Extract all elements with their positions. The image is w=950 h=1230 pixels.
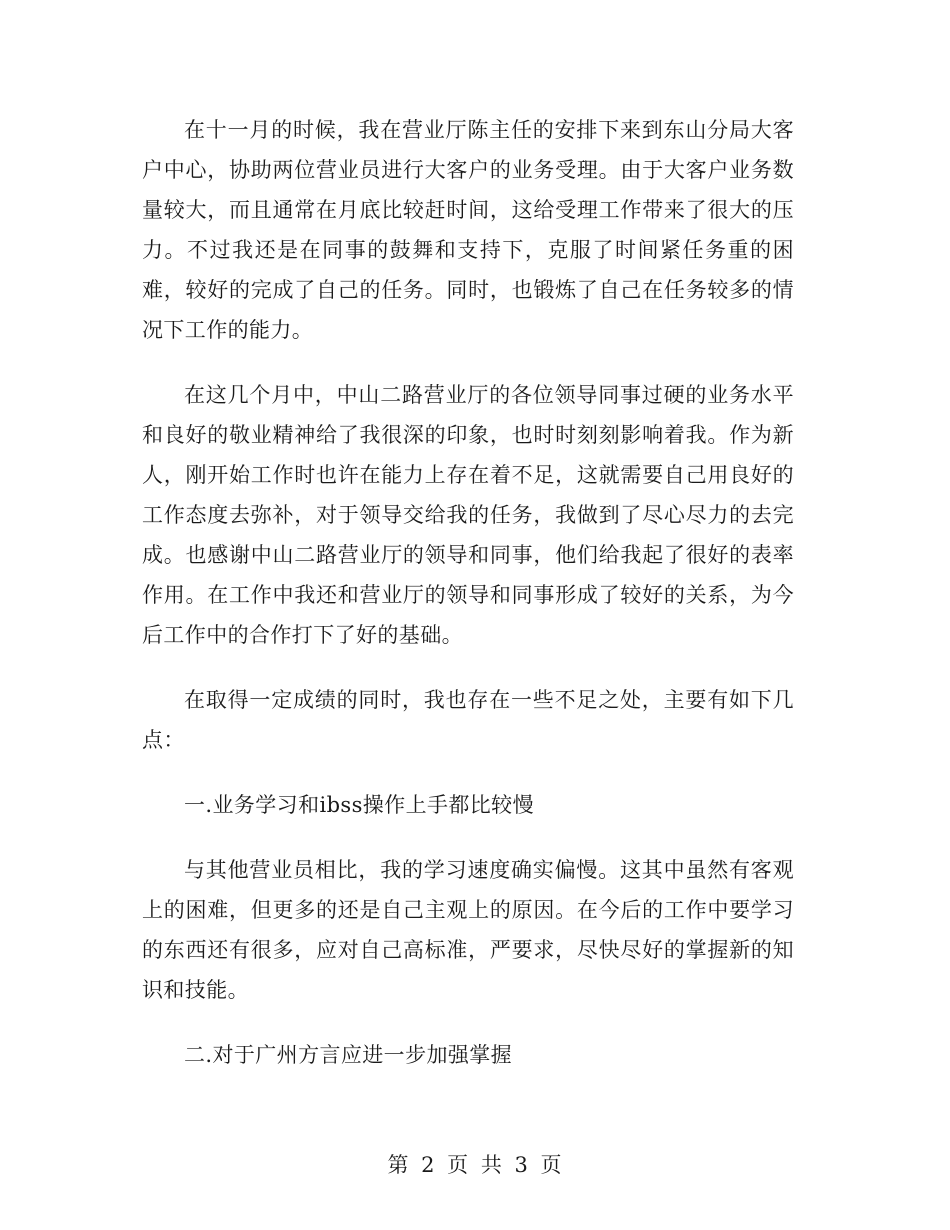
heading-point-one: 一.业务学习和ibss操作上手都比较慢 [184,793,534,817]
paragraph-shortcomings-intro: 在取得一定成绩的同时，我也存在一些不足之处，主要有如下几点： [142,688,794,752]
page-number-footer: 第 2 页 共 3 页 [387,1153,563,1177]
paragraph-november-work: 在十一月的时候，我在营业厅陈主任的安排下来到东山分局大客户中心，协助两位营业员进行大客户的业务受理。由于大客户业务数量较大，而且通常在月底比较赶时间，这给受理工作带来了很大的压力。不过我还是在同事的鼓舞和支持下，克服了时间紧任务重的困难，较好的完成了自己的任务。同时，也锻炼了自己在任务较多的情况下工作的能力。 [142,118,794,342]
paragraph-colleagues-impression: 在这几个月中，中山二路营业厅的各位领导同事过硬的业务水平和良好的敬业精神给了我很深的印象，也时时刻刻影响着我。作为新人，刚开始工作时也许在能力上存在着不足，这就需要自己用良好的工作态度去弥补，对于领导交给我的任务，我做到了尽心尽力的去完成。也感谢中山二路营业厅的领导和同事，他们给我起了很好的表率作用。在工作中我还和营业厅的领导和同事形成了较好的关系，为今后工作中的合作打下了好的基础。 [142,383,794,647]
heading-point-two: 二.对于广州方言应进一步加强掌握 [184,1043,513,1067]
document-body [142,110,794,1100]
paragraph-learning-speed: 与其他营业员相比，我的学习速度确实偏慢。这其中虽然有客观上的困难，但更多的还是自己主观上的原因。在今后的工作中要学习的东西还有很多，应对自己高标准，严要求，尽快尽好的掌握新的知识和技能。 [142,858,794,1002]
